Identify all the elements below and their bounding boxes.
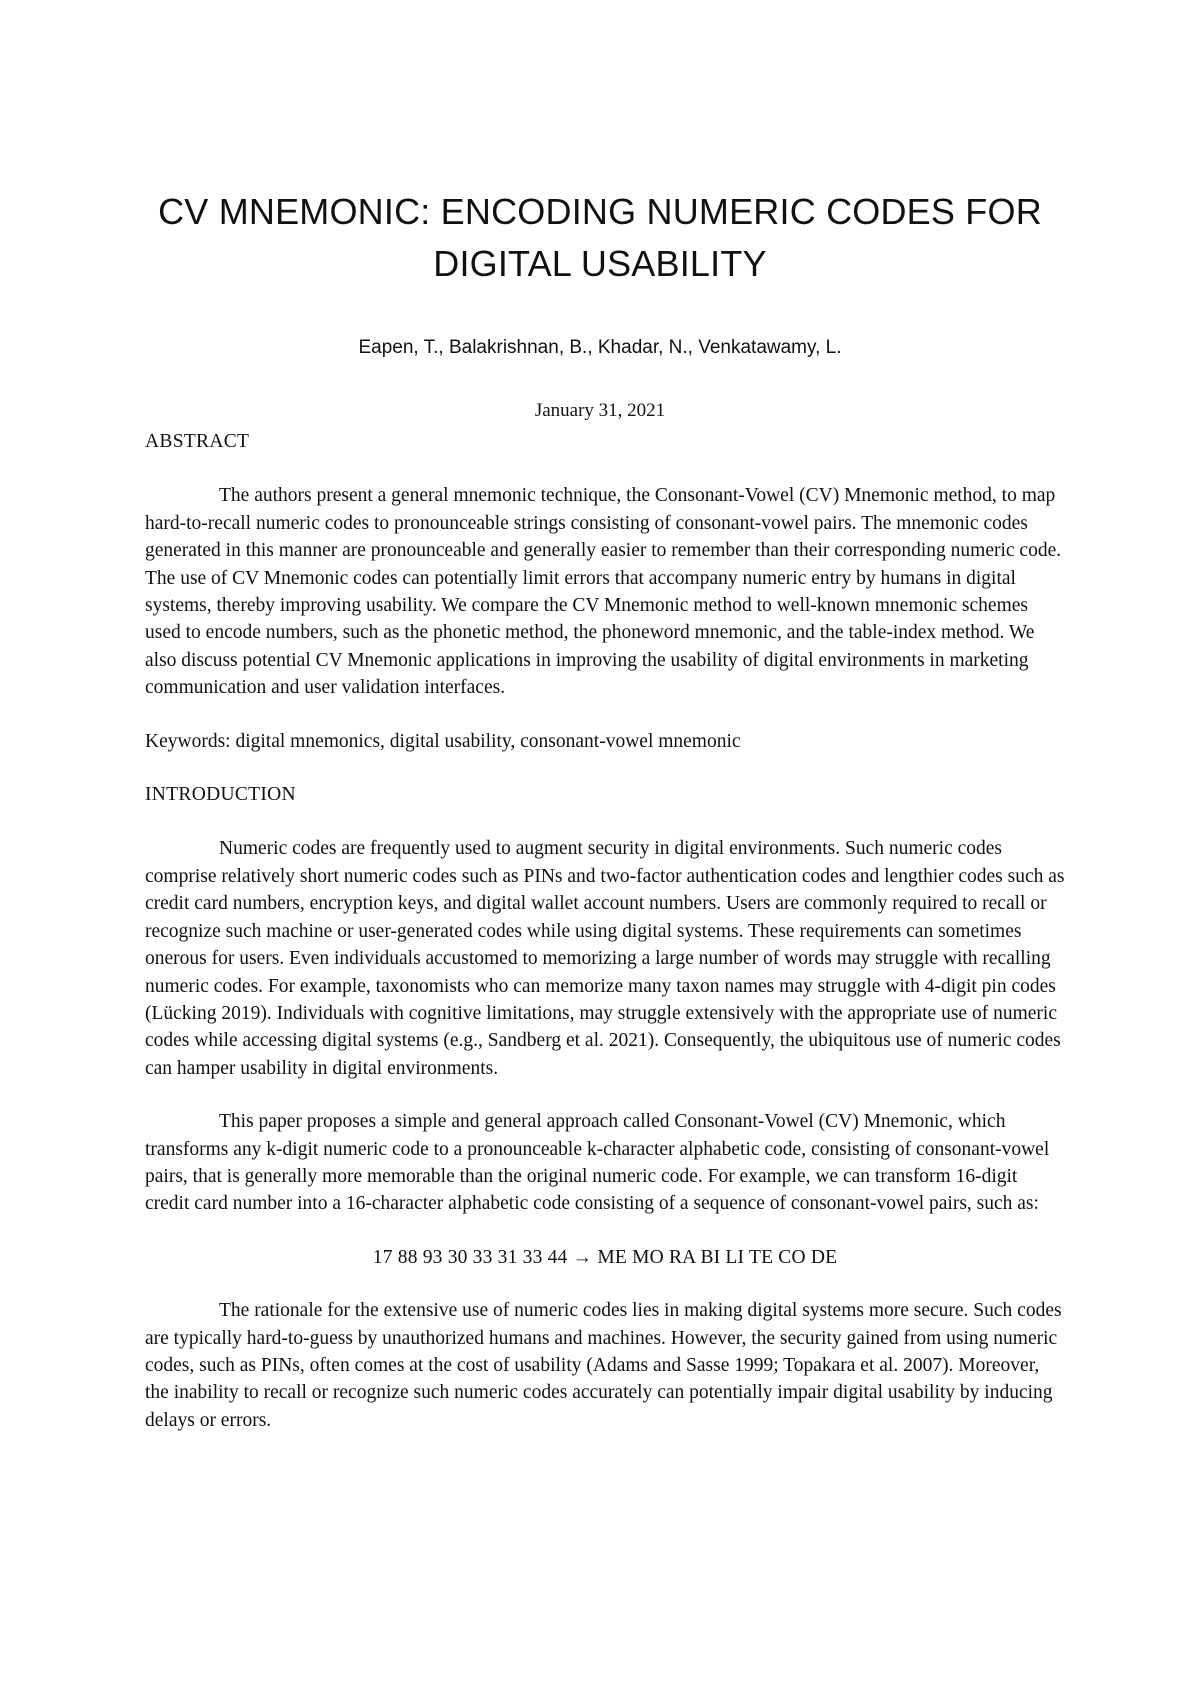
mnemonic-example: 17 88 93 30 33 31 33 44 → ME MO RA BI LI TE CO DE <box>372 1246 838 1268</box>
paper-title: CV MNEMONIC: ENCODING NUMERIC CODES FOR DIGITAL USABILITY <box>158 191 1042 284</box>
publication-date: January 31, 2021 <box>534 400 666 421</box>
introduction-heading: INTRODUCTION <box>145 784 296 806</box>
paper-body <box>145 428 1065 1434</box>
abstract-heading: ABSTRACT <box>145 431 250 452</box>
keywords: Keywords: digital mnemonics, digital usability, consonant-vowel mnemonic <box>145 730 741 752</box>
author-list: Eapen, T., Balakrishnan, B., Khadar, N., Venkatawamy, L. <box>358 337 842 358</box>
intro-paragraph-2: This paper proposes a simple and general approach called Consonant-Vowel (CV) Mnemonic, which transforms any k-digit numeric code to a pronounceable k-character alphabetic code, consisting of consonant-vowel pairs, that is generally more memorable than the original numeric code. For example, we can transform 16-digit credit card number into a 16-character alphabetic code consisting of a sequence of consonant-vowel pairs, such as: <box>145 1111 1050 1215</box>
intro-paragraph-1: Numeric codes are frequently used to augment security in digital environments. Such numeric codes comprise relatively short numeric codes such as PINs and two-factor authentication codes and lengthier codes such as credit card numbers, encryption keys, and digital wallet account numbers. Users are commonly required to recall or recognize such machine or user-generated codes while using digital systems. These requirements can sometimes onerous for users. Even individuals accustomed to memorizing a large number of words may struggle with recalling numeric codes. For example, taxonomists who can memorize many taxon names may struggle with 4-digit pin codes (Lücking 2019). Individuals with cognitive limitations, may struggle extensively with the appropriate use of numeric codes while accessing digital systems (e.g., Sandberg et al. 2021). Consequently, the ubiquitous use of numeric codes can hamper usability in digital environments. <box>145 838 1065 1079</box>
intro-paragraph-3: The rationale for the extensive use of numeric codes lies in making digital systems more secure. Such codes are typically hard-to-guess by unauthorized humans and machines. However, the security gained from using numeric codes, such as PINs, often comes at the cost of usability (Adams and Sasse 1999; Topakara et al. 2007). Moreover, the inability to recall or recognize such numeric codes accurately can potentially impair digital usability by inducing delays or errors. <box>145 1300 1062 1431</box>
abstract-text: The authors present a general mnemonic technique, the Consonant-Vowel (CV) Mnemonic method, to map hard-to-recall numeric codes to pronounceable strings consisting of consonant-vowel pairs. The mnemonic codes generated in this manner are pronounceable and generally easier to remember than their corresponding numeric code. The use of CV Mnemonic codes can potentially limit errors that accompany numeric entry by humans in digital systems, thereby improving usability. We compare the CV Mnemonic method to well-known mnemonic schemes used to encode numbers, such as the phonetic method, the phoneword mnemonic, and the table-index method. We also discuss potential CV Mnemonic applications in improving the usability of digital environments in marketing communication and user validation interfaces. <box>145 485 1062 699</box>
